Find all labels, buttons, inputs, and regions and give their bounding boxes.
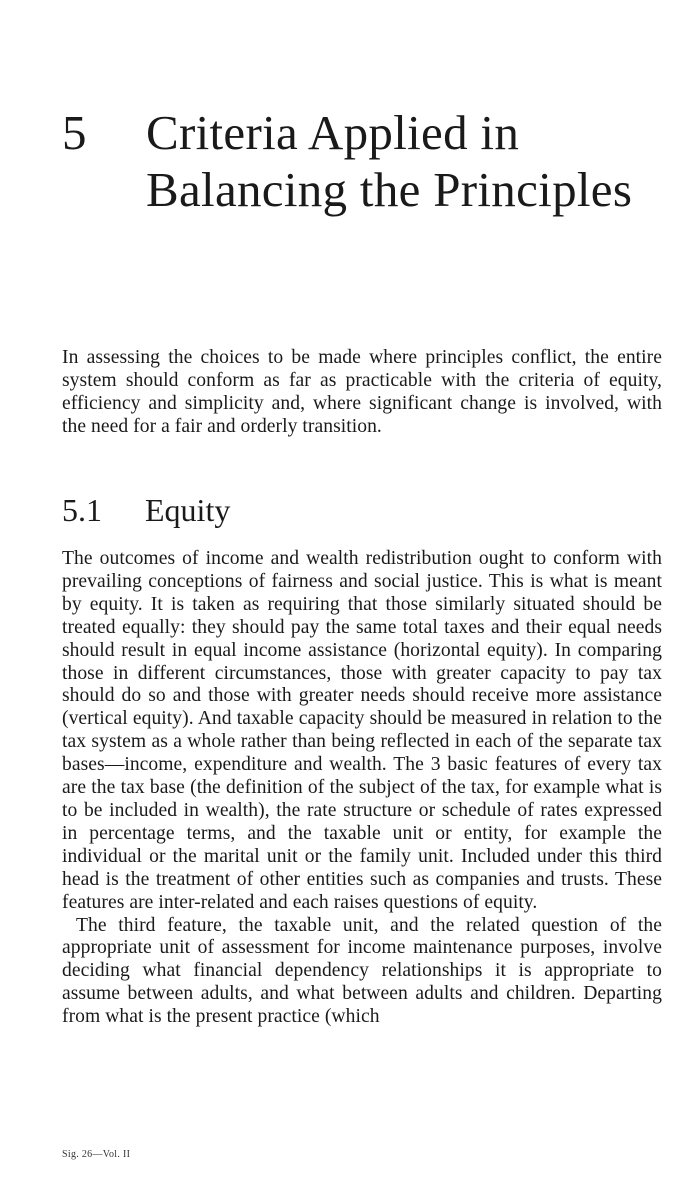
section-heading [62, 491, 230, 529]
section-paragraph-2: The third feature, the taxable unit, and the related question of the appropriate unit of assessment for income maintenance purposes, involve deciding what financial dependency relationships it is appropriate to assume between adults, and what between adults and children. Departing from what is the present practice (which [62, 914, 662, 1028]
intro-paragraph: In assessing the choices to be made where principles conflict, the entire system should conform as far as practicable with the criteria of equity, efficiency and simplicity and, where significant change is involved, with the need for a fair and orderly transition. [62, 347, 662, 437]
section-number: 5.1 [62, 492, 102, 528]
chapter-heading [62, 104, 682, 218]
section-title: Equity [145, 492, 231, 528]
chapter-title: Criteria Applied in Balancing the Principles [146, 105, 633, 217]
section-body [62, 548, 662, 1029]
section-paragraph-1: The outcomes of income and wealth redistribution ought to conform with prevailing conceptions of fairness and social justice. This is what is meant by equity. It is taken as requiring that those similarly situated should be treated equally: they should pay the same total taxes and their equal needs should result in equal income assistance (horizontal equity). In comparing those in different circumstances, those with greater capacity to pay tax should do so and those with greater needs should receive more assistance (vertical equity). And taxable capacity should be measured in relation to the tax system as a whole rather than being reflected in each of the separate tax bases—income, expenditure and wealth. The 3 basic features of every tax are the tax base (the definition of the subject of the tax, for example what is to be included in wealth), the rate structure or schedule of rates expressed in percentage terms, and the taxable unit or entity, for example the individual or the marital unit or the family unit. Included under this third head is the treatment of other entities such as companies and trusts. These features are inter-related and each raises questions of equity. [62, 548, 662, 913]
chapter-number: 5 [62, 105, 87, 160]
page-signature: Sig. 26—Vol. II [62, 1149, 131, 1160]
